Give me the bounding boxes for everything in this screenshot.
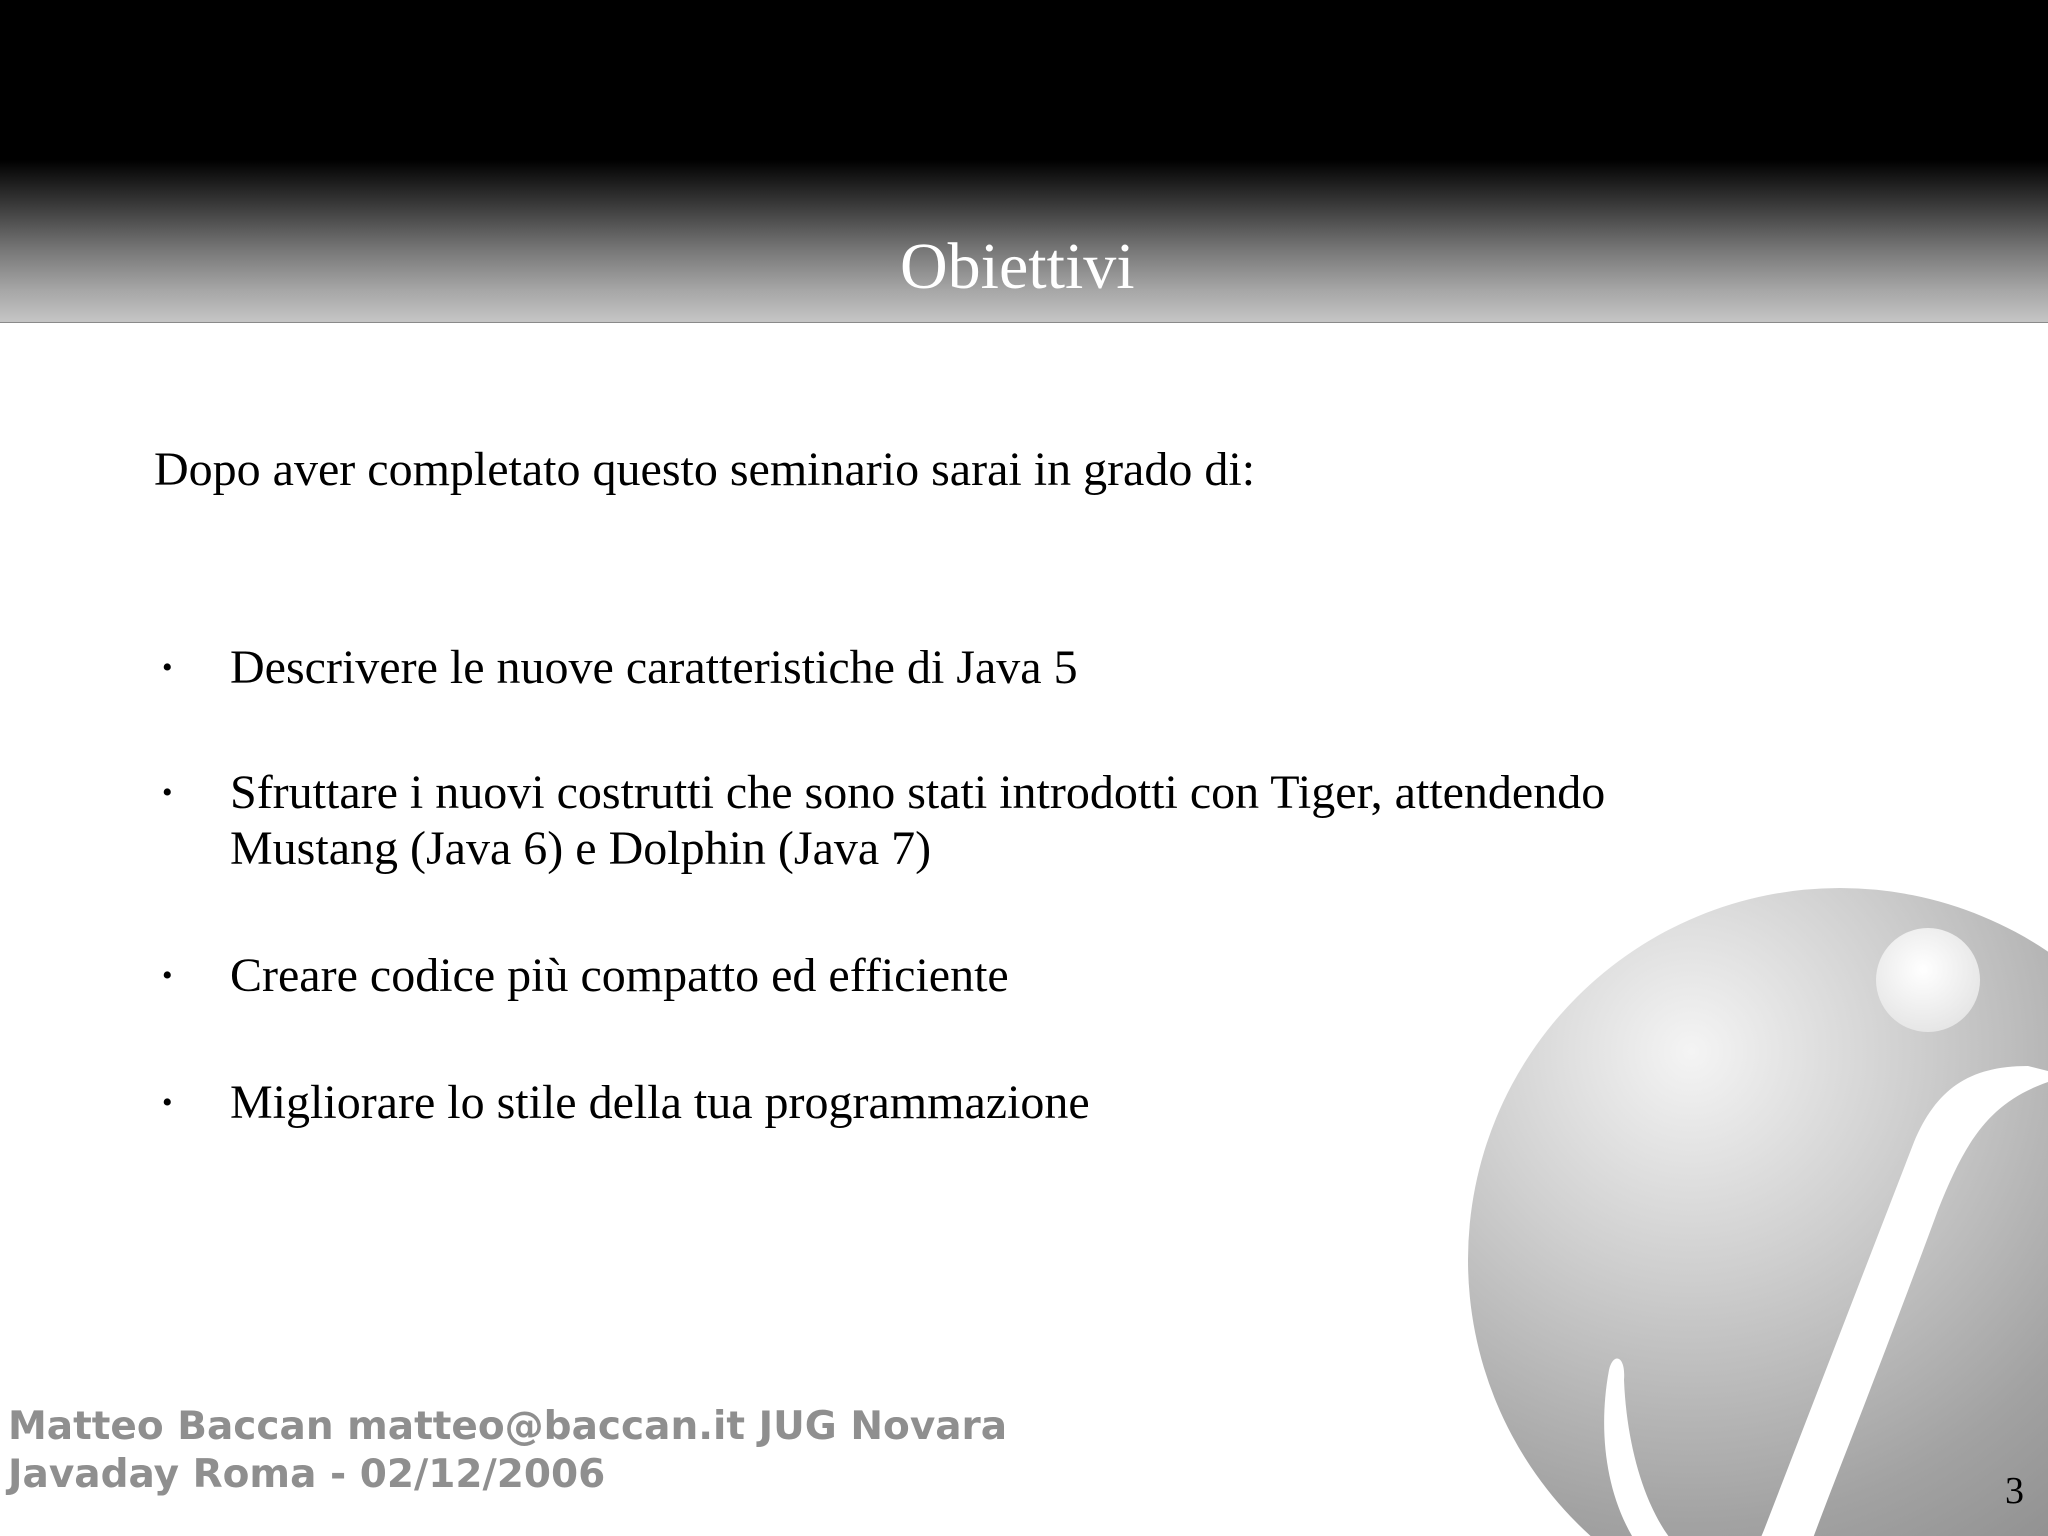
jug-logo-icon — [1468, 880, 2048, 1536]
list-item-text — [230, 765, 1605, 877]
bullet-icon: • — [162, 776, 173, 809]
page-number: 3 — [2005, 1470, 2024, 1512]
intro-text: Dopo aver completato questo seminario sarai in grado di: — [154, 443, 1256, 496]
list-item-line: Creare codice più compatto ed efficiente — [230, 949, 1009, 1002]
list-item-line: Mustang (Java 6) e Dolphin (Java 7) — [230, 822, 932, 875]
bullet-icon: • — [162, 651, 173, 684]
list-item-line: Descrivere le nuove caratteristiche di Java 5 — [230, 641, 1078, 694]
bullet-icon: • — [162, 959, 173, 992]
slide-title: Obiettivi — [900, 230, 1135, 303]
list-item-line: Sfruttare i nuovi costrutti che sono stati introdotti con Tiger, attendendo — [230, 766, 1606, 819]
logo-dot — [1876, 928, 1980, 1032]
list-item-text — [230, 1075, 1090, 1131]
footer-author: Matteo Baccan matteo@baccan.it JUG Novara — [8, 1404, 1008, 1449]
footer-event: Javaday Roma - 02/12/2006 — [8, 1452, 606, 1497]
bullet-icon: • — [162, 1086, 173, 1119]
list-item-line: Migliorare lo stile della tua programmazione — [230, 1076, 1090, 1129]
list-item-text — [230, 640, 1078, 696]
list-item-text — [230, 948, 1009, 1004]
